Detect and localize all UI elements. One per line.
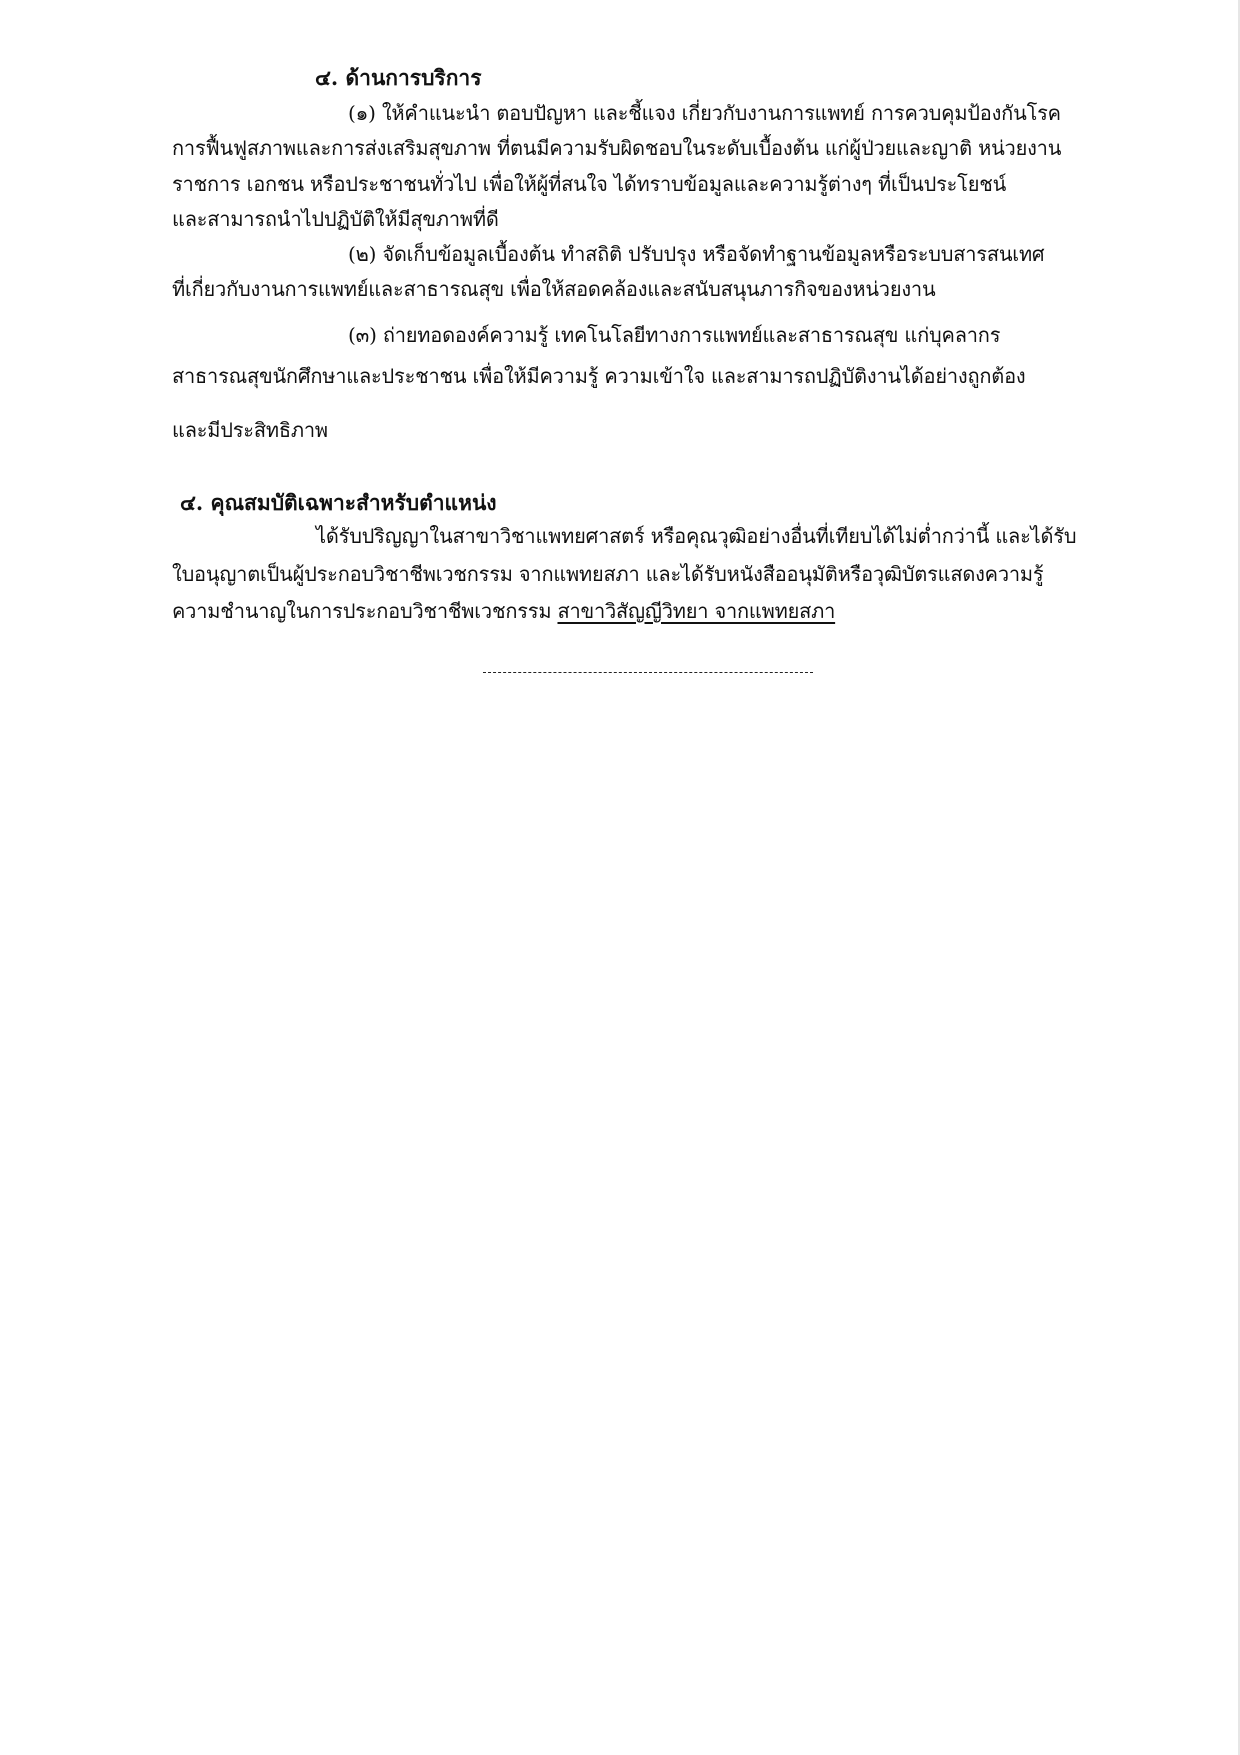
service-item3-line3: และมีประสิทธิภาพ (172, 418, 328, 442)
end-divider (483, 672, 813, 673)
service-item3-line2: สาธารณสุขนักศึกษาและประชาชน เพื่อให้มีความรู้ ความเข้าใจ และสามารถปฏิบัติงานได้อย่างถูกต้อง (172, 364, 1026, 388)
qualification-specialty-underlined: สาขาวิสัญญีวิทยา จากแพทยสภา (557, 599, 836, 623)
service-item1-line2: การฟื้นฟูสภาพและการส่งเสริมสุขภาพ ที่ตนมีความรับผิดชอบในระดับเบื้องต้น แก่ผู้ป่วยและญาติ หน่วยงาน (172, 136, 1062, 160)
qualification-line3-prefix: ความชำนาญในการประกอบวิชาชีพเวชกรรม (172, 599, 552, 623)
service-item2-line2: ที่เกี่ยวกับงานการแพทย์และสาธารณสุข เพื่อให้สอดคล้องและสนับสนุนภารกิจของหน่วยงาน (172, 277, 936, 301)
qualification-line2: ใบอนุญาตเป็นผู้ประกอบวิชาชีพเวชกรรม จากแพทยสภา และได้รับหนังสืออนุมัติหรือวุฒิบัตรแสดงความรู้ (172, 562, 1044, 586)
service-item1-line1: (๑) ให้คำแนะนำ ตอบปัญหา และชี้แจง เกี่ยวกับงานการแพทย์ การควบคุมป้องกันโรค (348, 101, 1061, 125)
section-heading-service: ๔. ด้านการบริการ (315, 65, 482, 90)
service-item3-line1: (๓) ถ่ายทอดองค์ความรู้ เทคโนโลยีทางการแพทย์และสาธารณสุข แก่บุคลากร (348, 323, 1001, 347)
qualification-line3 (172, 597, 835, 625)
service-item1-line4: และสามารถนำไปปฏิบัติให้มีสุขภาพที่ดี (172, 207, 499, 231)
qualification-line1: ได้รับปริญญาในสาขาวิชาแพทยศาสตร์ หรือคุณวุฒิอย่างอื่นที่เทียบได้ไม่ต่ำกว่านี้ และได้รับ (316, 524, 1077, 548)
service-item1-line3: ราชการ เอกชน หรือประชาชนทั่วไป เพื่อให้ผู้ที่สนใจ ได้ทราบข้อมูลและความรู้ต่างๆ ที่เป็นประโยชน์ (172, 172, 1007, 196)
section-heading-qualification: ๔. คุณสมบัติเฉพาะสำหรับตำแหน่ง (180, 490, 497, 515)
service-item2-line1: (๒) จัดเก็บข้อมูลเบื้องต้น ทำสถิติ ปรับปรุง หรือจัดทำฐานข้อมูลหรือระบบสารสนเทศ (348, 242, 1045, 266)
